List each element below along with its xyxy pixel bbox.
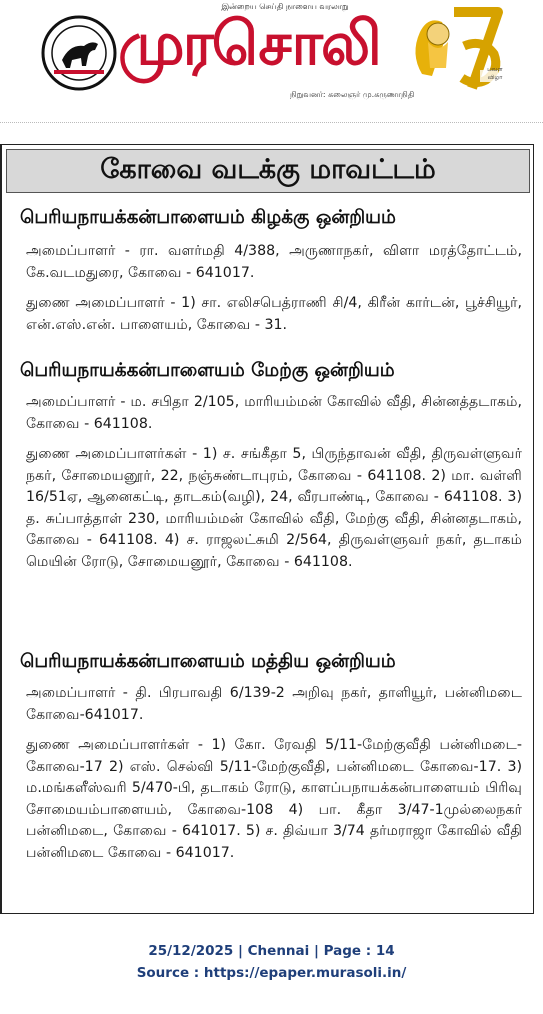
- section-west-para-1: அமைப்பாளர் - ம. சபிதா 2/105, மாரியம்மன் கோவில் வீதி, சின்னத்தடாகம், கோவை - 641108.: [26, 394, 522, 432]
- section-heading-east: பெரியநாயக்கன்பாளையம் கிழக்கு ஒன்றியம்: [20, 207, 396, 228]
- anniversary-75-logo: [402, 4, 512, 96]
- article-box: [0, 144, 534, 914]
- masthead-tagline: இன்றைய செய்தி நாளைய வரலாறு: [221, 2, 349, 11]
- footer-source: Source : https://epaper.murasoli.in/: [136, 965, 407, 981]
- section-central-para-2: துணை அமைப்பாளர்கள் - 1) கோ. ரேவதி 5/11-மேற்குவீதி பன்னிமடை- கோவை-17 2) எஸ். செல்வி 5/11-மேற்குவீதி, பன்னிமடை கோவை-17. 3) ம.மங்களீஸ்வரி 5/470-பி, தடாகம் ரோடு, காளப்பநாயக்கன்பாளையம் பிரிவு சோமையம்பாளையம், கோவை-108 4) பா. கீதா 3/47-1முல்லைநகர் பன்னிமடை, கோவை - 641017. 5) ச. திவ்யா 3/74 தர்மராஜா கோவில் வீதி பன்னிமடை கோவை - 641017.: [26, 737, 522, 861]
- page-footer: [0, 940, 543, 984]
- party-emblem-icon: [40, 14, 118, 92]
- section-east-para-2: துணை அமைப்பாளர் - 1) சா. எலிசபெத்ராணி சி/4, கிரீன் கார்டன், பூச்சியூர், என்.எஸ்.என். பாளையம், கோவை - 31.: [26, 295, 522, 333]
- footer-date-page: 25/12/2025 | Chennai | Page : 14: [148, 943, 395, 959]
- divider: [0, 122, 543, 132]
- district-banner: கோவை வடக்கு மாவட்டம்: [6, 149, 530, 193]
- section-west-para-2: துணை அமைப்பாளர்கள் - 1) ச. சங்கீதா 5, பிருந்தாவன் வீதி, திருவள்ளுவர் நகர், சோமையனூர், 22, நஞ்சுண்டாபுரம், கோவை - 641108. 2) மா. வள்ளி 16/51ஏ, ஆனைகட்டி, தாடகம்(வழி), 24, வீரபாண்டி, கோவை - 641108. 3) த. சுப்பாத்தாள் 230, மாரியம்மன் கோவில் வீதி, மேற்கு வீதி, சின்னதடாகம், கோவை - 641108. 4) ச. ராஜலட்சுமி 2/564, திருவள்ளுவர் நகர், தடாகம் மெயின் ரோடு, சோமையனூர், கோவை - 641108.: [26, 446, 522, 570]
- section-central-para-1: அமைப்பாளர் - தி. பிரபாவதி 6/139-2 அறிவு நகர், தாளியூர், பன்னிமடை கோவை-641017.: [26, 685, 522, 723]
- masthead-founder: நிறுவனர்: கலைஞர் மு.கருணாநிதி: [290, 90, 415, 99]
- anniversary-caption: பவள விழா: [487, 66, 503, 81]
- section-heading-central: பெரியநாயக்கன்பாளையம் மத்திய ஒன்றியம்: [20, 651, 396, 672]
- masthead-logo: முரசொலி: [118, 9, 380, 79]
- section-east-para-1: அமைப்பாளர் - ரா. வளர்மதி 4/388, அருணாநகர், விளா மரத்தோட்டம், கே.வடமதுரை, கோவை - 641017.: [26, 243, 522, 281]
- masthead: [0, 0, 543, 110]
- section-heading-west: பெரியநாயக்கன்பாளையம் மேற்கு ஒன்றியம்: [20, 360, 395, 381]
